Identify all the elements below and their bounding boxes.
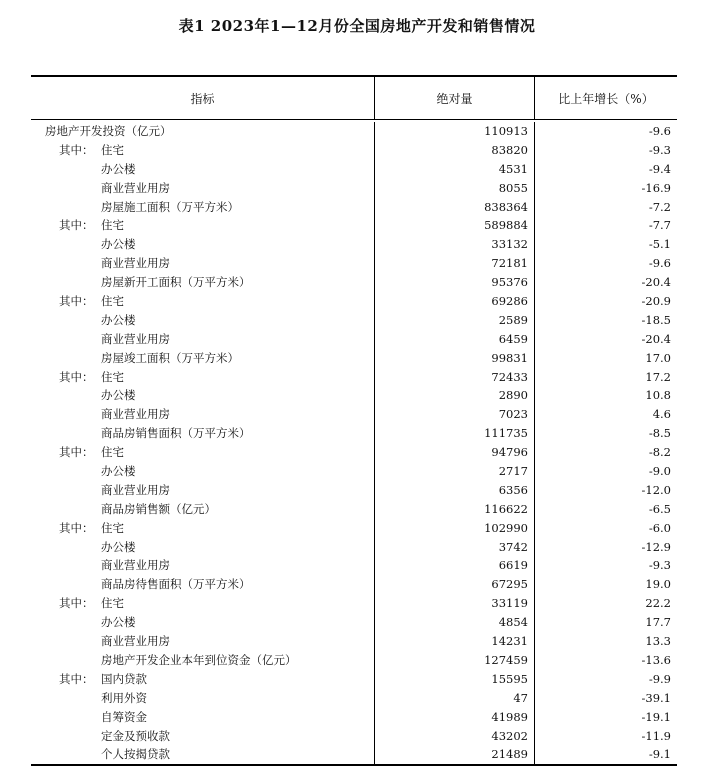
table-row <box>31 254 677 273</box>
row-prefix: 其中： <box>59 596 94 611</box>
indicator-cell <box>31 481 375 500</box>
table-row <box>31 405 677 424</box>
table-row <box>31 727 677 746</box>
indicator-cell <box>31 575 375 594</box>
growth-value-cell: -20.4 <box>641 331 671 346</box>
table-row <box>31 538 677 557</box>
growth-value-cell: 10.8 <box>645 388 671 403</box>
indicator-cell <box>31 349 375 368</box>
indicator-cell <box>31 727 375 746</box>
row-label: 办公楼 <box>101 539 136 554</box>
row-label: 商业营业用房 <box>101 482 170 497</box>
absolute-value-cell: 2890 <box>375 386 535 405</box>
row-prefix: 其中： <box>59 218 94 233</box>
absolute-value-cell: 72181 <box>375 254 535 273</box>
row-label: 住宅 <box>101 142 124 157</box>
indicator-cell <box>31 330 375 349</box>
indicator-cell <box>31 500 375 519</box>
indicator-cell <box>31 405 375 424</box>
header-absolute: 绝对量 <box>375 77 535 119</box>
growth-value-cell: -39.1 <box>641 690 671 705</box>
indicator-cell <box>31 254 375 273</box>
growth-value-cell: -6.5 <box>648 501 671 516</box>
indicator-cell <box>31 424 375 443</box>
indicator-cell <box>31 198 375 217</box>
growth-value-cell: -9.3 <box>648 142 671 157</box>
row-label: 商品房销售额（亿元） <box>101 501 216 516</box>
table-row <box>31 443 677 462</box>
row-label: 房屋竣工面积（万平方米） <box>101 350 239 365</box>
table-row <box>31 689 677 708</box>
indicator-cell <box>31 745 375 764</box>
absolute-value-cell: 15595 <box>375 670 535 689</box>
absolute-value-cell: 69286 <box>375 292 535 311</box>
growth-value-cell: -9.9 <box>648 671 671 686</box>
row-prefix: 其中： <box>59 671 94 686</box>
table-row <box>31 330 677 349</box>
growth-value-cell: -9.3 <box>648 558 671 573</box>
header-indicator: 指标 <box>31 77 375 119</box>
table-row <box>31 670 677 689</box>
growth-value-cell: -8.5 <box>648 426 671 441</box>
growth-value-cell: -20.4 <box>641 275 671 290</box>
growth-value-cell: -13.6 <box>641 652 671 667</box>
absolute-value-cell: 7023 <box>375 405 535 424</box>
absolute-value-cell: 99831 <box>375 349 535 368</box>
growth-value-cell: -9.4 <box>648 161 671 176</box>
indicator-cell <box>31 538 375 557</box>
indicator-cell <box>31 689 375 708</box>
row-label: 房屋新开工面积（万平方米） <box>101 275 251 290</box>
indicator-cell <box>31 594 375 613</box>
growth-value-cell: 17.0 <box>645 350 671 365</box>
table-row <box>31 311 677 330</box>
row-label: 商品房待售面积（万平方米） <box>101 577 251 592</box>
table-row <box>31 651 677 670</box>
absolute-value-cell: 95376 <box>375 273 535 292</box>
row-label: 房屋施工面积（万平方米） <box>101 199 239 214</box>
row-label: 房地产开发投资（亿元） <box>45 124 172 138</box>
table-row <box>31 216 677 235</box>
row-prefix: 其中： <box>59 294 94 309</box>
growth-value-cell: -11.9 <box>641 728 671 743</box>
growth-value-cell: -19.1 <box>641 709 671 724</box>
absolute-value-cell: 83820 <box>375 141 535 160</box>
absolute-value-cell: 589884 <box>375 216 535 235</box>
growth-value-cell: 17.7 <box>645 615 671 630</box>
table-row <box>31 519 677 538</box>
table-row <box>31 575 677 594</box>
absolute-value-cell: 127459 <box>375 651 535 670</box>
table-body <box>31 120 677 764</box>
absolute-value-cell: 8055 <box>375 179 535 198</box>
row-label: 住宅 <box>101 218 124 233</box>
growth-value-cell: -20.9 <box>641 294 671 309</box>
growth-value-cell: 22.2 <box>645 596 671 611</box>
absolute-value-cell: 47 <box>375 689 535 708</box>
row-label: 自筹资金 <box>101 709 147 724</box>
absolute-value-cell: 41989 <box>375 708 535 727</box>
row-label: 商业营业用房 <box>101 634 170 649</box>
growth-value-cell: -9.6 <box>648 124 671 138</box>
absolute-value-cell: 72433 <box>375 368 535 387</box>
row-label: 商业营业用房 <box>101 558 170 573</box>
absolute-value-cell: 6619 <box>375 556 535 575</box>
growth-value-cell: -5.1 <box>648 237 671 252</box>
growth-value-cell: -7.7 <box>648 218 671 233</box>
table-row <box>31 179 677 198</box>
absolute-value-cell: 116622 <box>375 500 535 519</box>
table-row <box>31 424 677 443</box>
indicator-cell <box>31 141 375 160</box>
indicator-cell <box>31 179 375 198</box>
absolute-value-cell: 4531 <box>375 160 535 179</box>
growth-value-cell: -9.6 <box>648 256 671 271</box>
header-growth: 比上年增长（%） <box>558 91 654 106</box>
row-prefix: 其中： <box>59 445 94 460</box>
growth-value-cell: -16.9 <box>641 180 671 195</box>
growth-value-cell: -18.5 <box>641 312 671 327</box>
absolute-value-cell: 33119 <box>375 594 535 613</box>
row-prefix: 其中： <box>59 520 94 535</box>
table-row <box>31 500 677 519</box>
indicator-cell <box>31 386 375 405</box>
growth-value-cell: -9.0 <box>648 464 671 479</box>
growth-value-cell: -9.1 <box>648 747 671 762</box>
row-label: 定金及预收款 <box>101 728 170 743</box>
row-label: 商业营业用房 <box>101 256 170 271</box>
growth-value-cell: -12.9 <box>641 539 671 554</box>
table-row <box>31 273 677 292</box>
row-label: 办公楼 <box>101 615 136 630</box>
growth-value-cell: -12.0 <box>641 482 671 497</box>
row-label: 住宅 <box>101 294 124 309</box>
table-row <box>31 386 677 405</box>
row-label: 住宅 <box>101 445 124 460</box>
absolute-value-cell: 33132 <box>375 235 535 254</box>
row-label: 办公楼 <box>101 312 136 327</box>
row-label: 办公楼 <box>101 464 136 479</box>
absolute-value-cell: 838364 <box>375 198 535 217</box>
absolute-value-cell: 102990 <box>375 519 535 538</box>
absolute-value-cell: 67295 <box>375 575 535 594</box>
indicator-cell <box>31 462 375 481</box>
indicator-cell <box>31 632 375 651</box>
indicator-cell <box>31 273 375 292</box>
row-prefix: 其中： <box>59 142 94 157</box>
table-row <box>31 122 677 141</box>
table-row <box>31 368 677 387</box>
row-label: 商业营业用房 <box>101 331 170 346</box>
table-row <box>31 160 677 179</box>
row-label: 个人按揭贷款 <box>101 747 170 762</box>
row-label: 房地产开发企业本年到位资金（亿元） <box>101 652 297 667</box>
row-label: 办公楼 <box>101 388 136 403</box>
table-header <box>31 77 677 120</box>
indicator-cell <box>31 311 375 330</box>
row-label: 商品房销售面积（万平方米） <box>101 426 251 441</box>
indicator-cell <box>31 556 375 575</box>
absolute-value-cell: 14231 <box>375 632 535 651</box>
row-label: 住宅 <box>101 520 124 535</box>
absolute-value-cell: 2717 <box>375 462 535 481</box>
growth-value-cell: 4.6 <box>652 407 671 422</box>
table-row <box>31 235 677 254</box>
absolute-value-cell: 43202 <box>375 727 535 746</box>
table-row <box>31 198 677 217</box>
growth-value-cell: -8.2 <box>648 445 671 460</box>
row-label: 利用外资 <box>101 690 147 705</box>
indicator-cell <box>31 651 375 670</box>
indicator-cell <box>31 368 375 387</box>
row-label: 国内贷款 <box>101 671 147 686</box>
indicator-cell <box>31 235 375 254</box>
table-row <box>31 349 677 368</box>
absolute-value-cell: 111735 <box>375 424 535 443</box>
absolute-value-cell: 2589 <box>375 311 535 330</box>
table-title: 表1 2023年1—12月份全国房地产开发和销售情况 <box>178 17 536 35</box>
row-label: 住宅 <box>101 369 124 384</box>
table-row <box>31 745 677 764</box>
absolute-value-cell: 94796 <box>375 443 535 462</box>
table-row <box>31 594 677 613</box>
indicator-cell <box>31 216 375 235</box>
table-row <box>31 292 677 311</box>
indicator-cell <box>31 613 375 632</box>
growth-value-cell: 17.2 <box>645 369 671 384</box>
table-row <box>31 708 677 727</box>
growth-value-cell: 19.0 <box>645 577 671 592</box>
table-row <box>31 632 677 651</box>
growth-value-cell: -7.2 <box>648 199 671 214</box>
absolute-value-cell: 6459 <box>375 330 535 349</box>
indicator-cell <box>31 443 375 462</box>
growth-value-cell: 13.3 <box>645 634 671 649</box>
row-label: 住宅 <box>101 596 124 611</box>
indicator-cell <box>31 670 375 689</box>
row-prefix: 其中： <box>59 369 94 384</box>
absolute-value-cell: 21489 <box>375 745 535 764</box>
indicator-cell <box>31 292 375 311</box>
table-row <box>31 613 677 632</box>
indicator-cell <box>31 708 375 727</box>
table-row <box>31 141 677 160</box>
row-label: 办公楼 <box>101 237 136 252</box>
table-row <box>31 556 677 575</box>
absolute-value-cell: 6356 <box>375 481 535 500</box>
growth-value-cell: -6.0 <box>648 520 671 535</box>
table-row <box>31 481 677 500</box>
indicator-cell <box>31 160 375 179</box>
row-label: 办公楼 <box>101 161 136 176</box>
data-table <box>31 75 677 766</box>
absolute-value-cell: 110913 <box>375 122 535 141</box>
indicator-cell <box>31 519 375 538</box>
absolute-value-cell: 3742 <box>375 538 535 557</box>
row-label: 商业营业用房 <box>101 180 170 195</box>
indicator-cell <box>31 122 375 141</box>
absolute-value-cell: 4854 <box>375 613 535 632</box>
row-label: 商业营业用房 <box>101 407 170 422</box>
table-row <box>31 462 677 481</box>
